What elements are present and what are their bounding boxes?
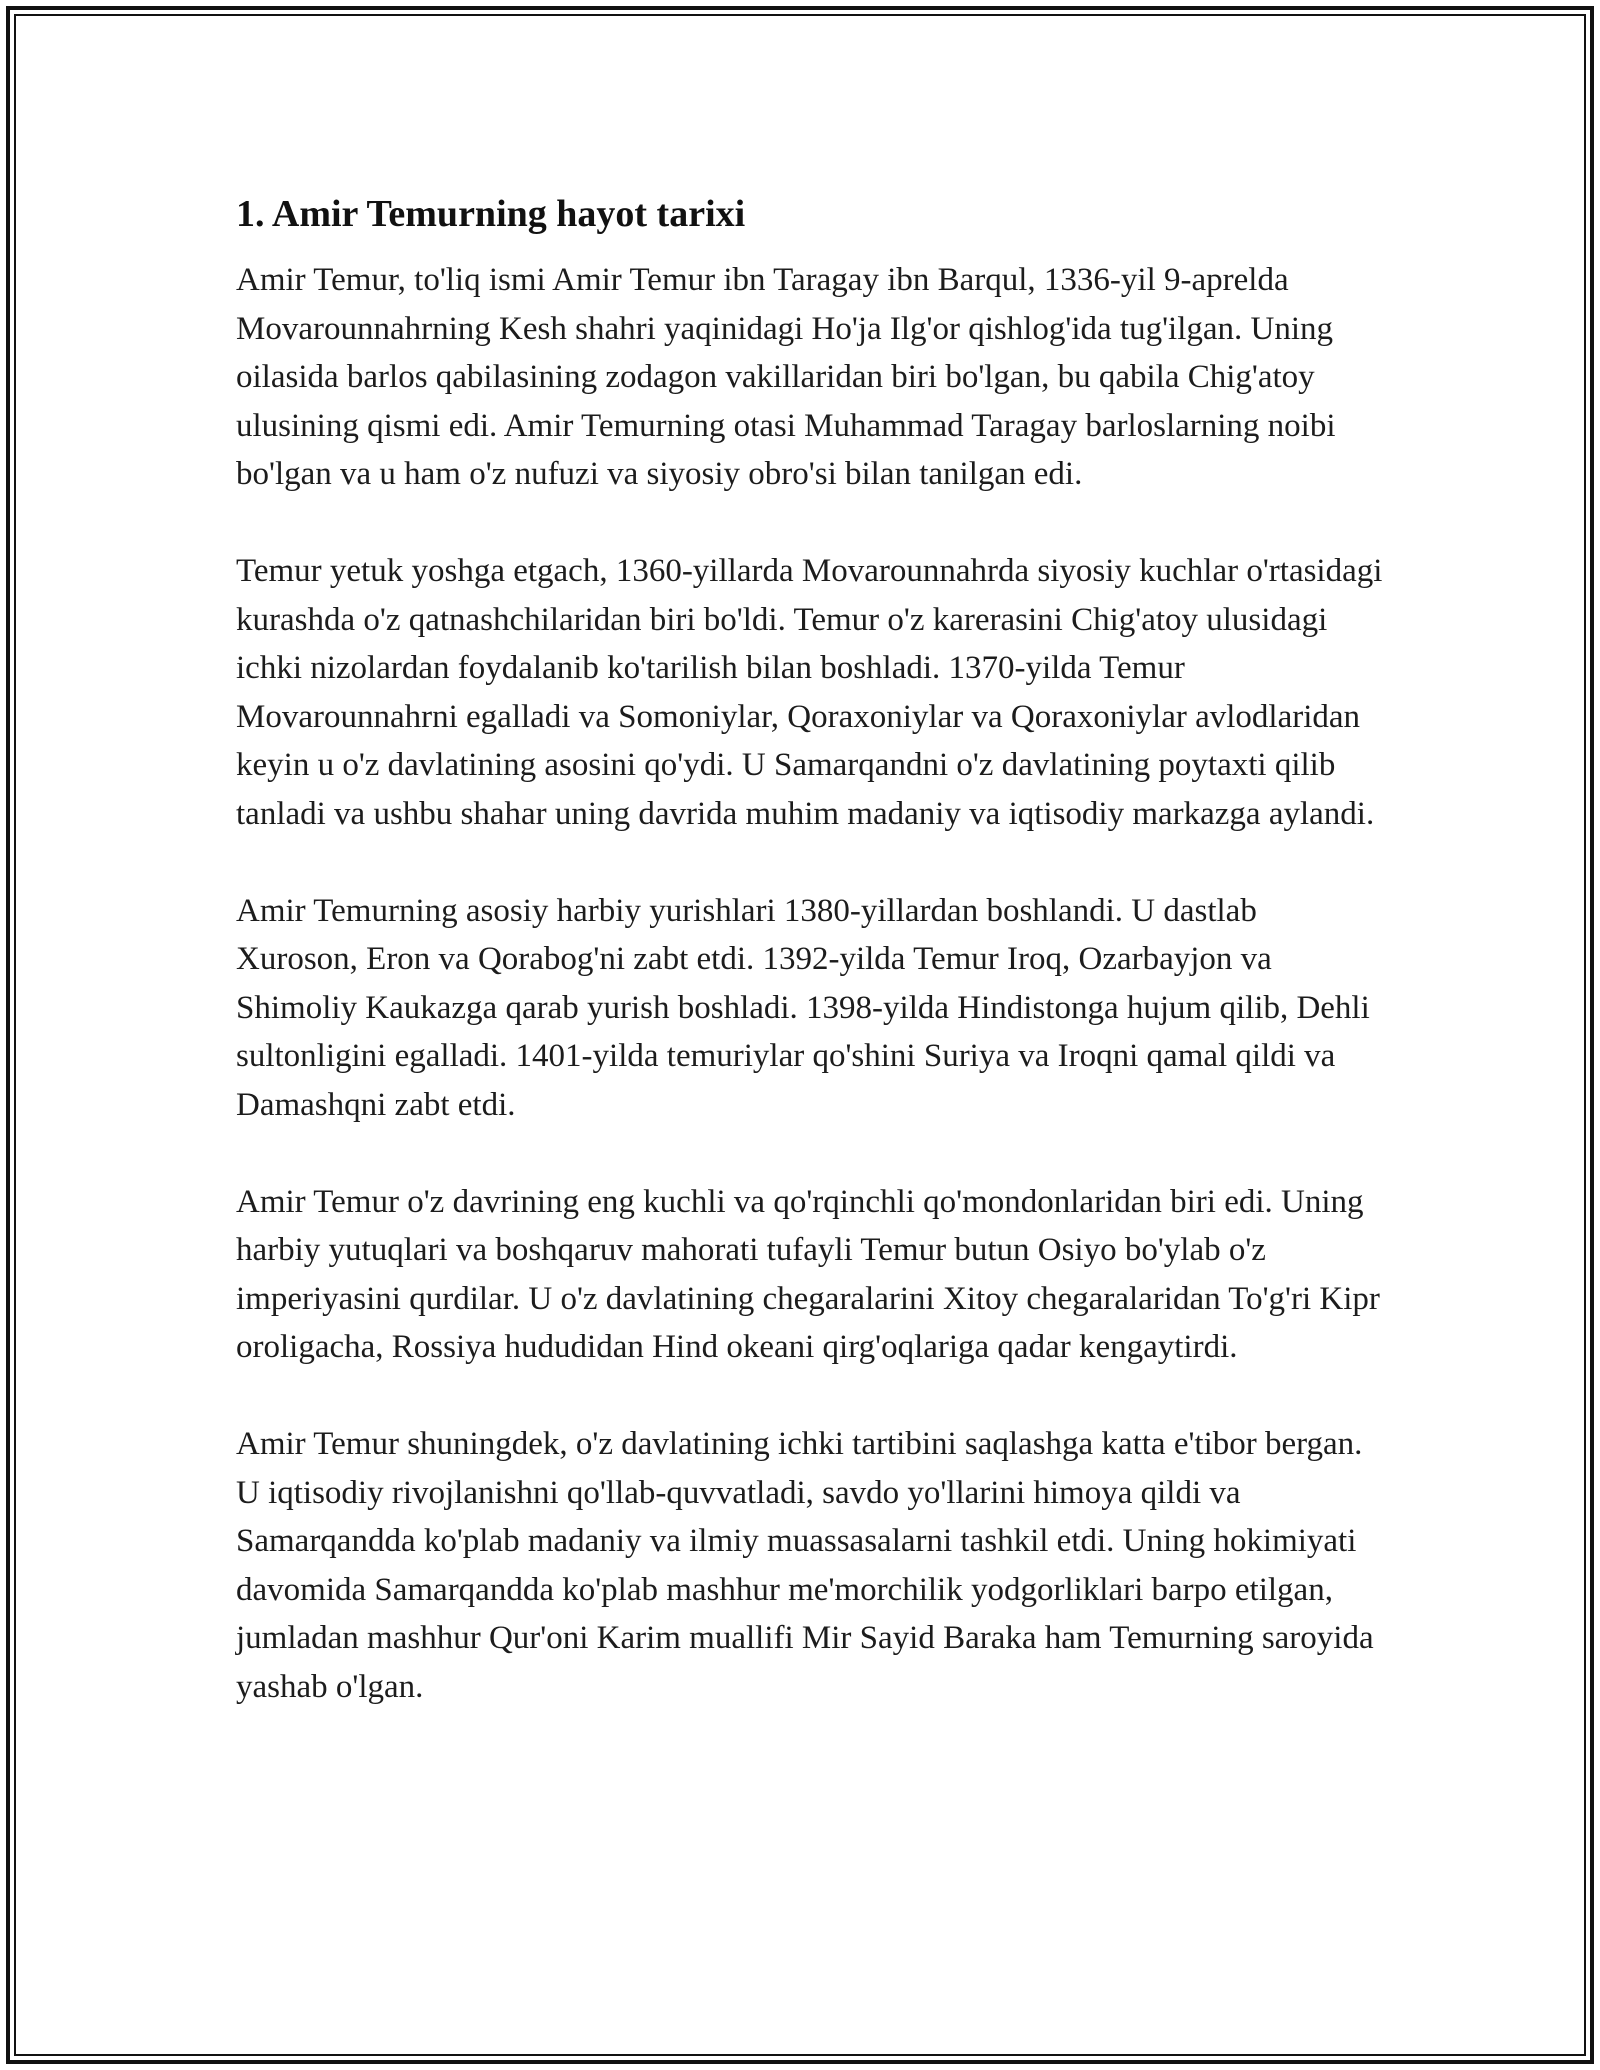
paragraph-4: Amir Temur o'z davrining eng kuchli va qo'rqinchli qo'mondonlaridan biri edi. Uning harbiy yutuqlari va boshqaruv mahorati tufayli Temur butun Osiyo bo'ylab o'z imperiyasini qurdilar. U o'z davlatining chegaralarini Xitoy chegaralaridan To'g'ri Kipr oroligacha, Rossiya hududidan Hind okeani qirg'oqlariga qadar kengaytirdi. xyxy=(236,1183,1380,1365)
paragraph-2: Temur yetuk yoshga etgach, 1360-yillarda Movarounnahrda siyosiy kuchlar o'rtasidagi kurashda o'z qatnashchilaridan biri bo'ldi. Temur o'z karerasini Chig'atoy ulusidagi ichki nizolardan foydalanib ko'tarilish bilan boshladi. 1370-yilda Temur Movarounnahrni egalladi va Somoniylar, Qoraxoniylar va Qoraxoniylar avlodlaridan keyin u o'z davlatining asosini qo'ydi. U Samarqandni o'z davlatining poytaxti qilib tanladi va ushbu shahar uning davrida muhim madaniy va iqtisodiy markazga aylandi. xyxy=(236,553,1383,832)
paragraph-5: Amir Temur shuningdek, o'z davlatining ichki tartibini saqlashga katta e'tibor bergan. U iqtisodiy rivojlanishni qo'llab-quvvatladi, savdo yo'llarini himoya qildi va Samarqandda ko'plab madaniy va ilmiy muassasalarni tashkil etdi. Uning hokimiyati davomida Samarqandda ko'plab mashhur me'morchilik yodgorliklari barpo etilgan, jumladan mashhur Qur'oni Karim muallifi Mir Sayid Baraka ham Temurning saroyida yashab o'lgan. xyxy=(236,1426,1374,1705)
document-body xyxy=(236,186,1386,1711)
section-heading: 1. Amir Temurning hayot tarixi xyxy=(236,193,746,235)
paragraph-1: Amir Temur, to'liq ismi Amir Temur ibn Taragay ibn Barqul, 1336-yil 9-aprelda Movarounnahrning Kesh shahri yaqinidagi Ho'ja Ilg'or qishlog'ida tug'ilgan. Uning oilasida barlos qabilasining zodagon vakillaridan biri bo'lgan, bu qabila Chig'atoy ulusining qismi edi. Amir Temurning otasi Muhammad Taragay barloslarning noibi bo'lgan va u ham o'z nufuzi va siyosiy obro'si bilan tanilgan edi. xyxy=(236,262,1336,492)
paragraph-3: Amir Temurning asosiy harbiy yurishlari 1380-yillardan boshlandi. U dastlab Xuroson, Eron va Qorabog'ni zabt etdi. 1392-yilda Temur Iroq, Ozarbayjon va Shimoliy Kaukazga qarab yurish boshladi. 1398-yilda Hindistonga hujum qilib, Dehli sultonligini egalladi. 1401-yilda temuriylar qo'shini Suriya va Iroqni qamal qildi va Damashqni zabt etdi. xyxy=(236,892,1370,1123)
